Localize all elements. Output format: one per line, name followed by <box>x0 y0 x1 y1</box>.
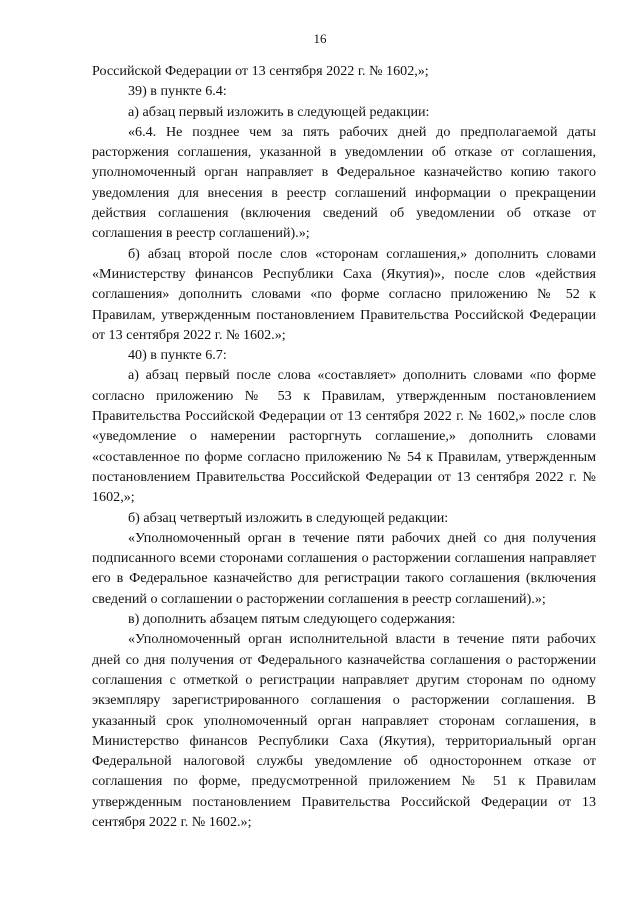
paragraph-quote-6-4: «6.4. Не позднее чем за пять рабочих дней до предполагаемой даты расторжения соглашения, указанной в уведомлении об отказе от соглашения, уполномоченный орган направляет в Федеральное казначейство копию такого уведомления для внесения в реестр соглашений информации о прекращении действия соглашения (включения сведений об уведомлении об отказе от соглашения в реестр соглашений).»; <box>92 123 596 242</box>
paragraph-item-40: 40) в пункте 6.7: <box>128 347 227 364</box>
paragraph-quote-40c: «Уполномоченный орган исполнительной власти в течение пяти рабочих дней со дня получения от Федерального казначейства соглашения о расторжении соглашения с отметкой о регистрации направляет другим сторонам по одному экземпляру зарегистрированного соглашения о расторжении соглашения. В указанный срок уполномоченный орган направляет сторонам соглашения, в Министерство финансов Республики Саха (Якутия), территориальный орган Федеральной налоговой службы уведомление об одностороннем отказе от соглашения по форме, предусмотренной приложением № 51 к Правилам утвержденным постановлением Правительства Российской Федерации от 13 сентября 2022 г. № 1602.»; <box>92 631 596 830</box>
paragraph-40b: б) абзац четвертый изложить в следующей редакции: <box>128 509 449 526</box>
paragraph-39b: б) абзац второй после слов «сторонам соглашения,» дополнить словами «Министерству финансов Республики Саха (Якутия)», после слов «действия соглашения» дополнить словами «по форме согласно приложению № 52 к Правилам, утвержденным постановлением Правительства Российской Федерации от 13 сентября 2022 г. № 1602.»; <box>92 245 596 343</box>
paragraph-40a: а) абзац первый после слова «составляет» дополнить словами «по форме согласно приложению № 53 к Правилам, утвержденным постановлением Правительства Российской Федерации от 13 сентября 2022 г. № 1602,» после слов «уведомление о намерении расторгнуть соглашение,» дополнить словами «составленное по форме согласно приложению № 54 к Правилам, утвержденным постановлением Правительства Российской Федерации от 13 сентября 2022 г. № 1602,»; <box>92 367 596 506</box>
paragraph-item-39: 39) в пункте 6.4: <box>128 83 227 100</box>
document-body <box>92 61 596 832</box>
paragraph-quote-40b: «Уполномоченный орган в течение пяти рабочих дней со дня получения подписанного всеми сторонами соглашения о расторжении соглашения направляет его в Федеральное казначейство для регистрации такого соглашения (включения сведений о соглашении о расторжении соглашения в реестр соглашений).»; <box>92 529 596 607</box>
page-number: 16 <box>313 31 327 46</box>
paragraph-continuation: Российской Федерации от 13 сентября 2022 г. № 1602,»; <box>92 63 429 79</box>
paragraph-40c: в) дополнить абзацем пятым следующего содержания: <box>128 611 456 628</box>
paragraph-39a: а) абзац первый изложить в следующей редакции: <box>128 103 430 120</box>
